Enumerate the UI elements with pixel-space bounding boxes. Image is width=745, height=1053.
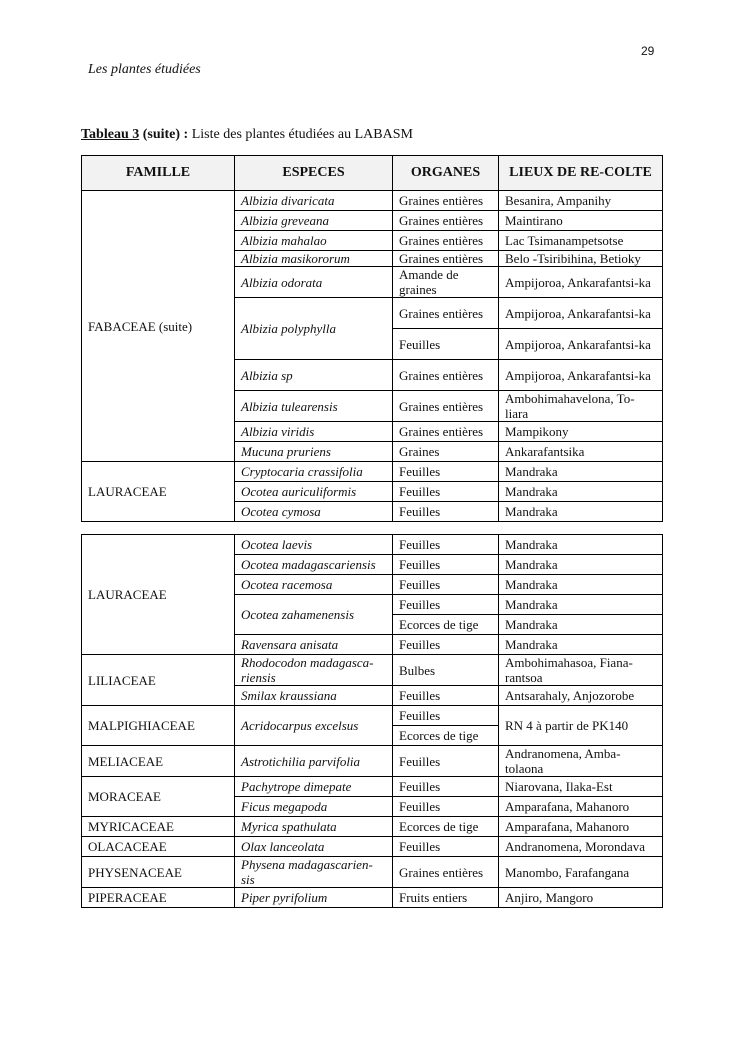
species-cell: Albizia odorata bbox=[235, 267, 393, 298]
table-row bbox=[82, 777, 663, 797]
table-row bbox=[82, 857, 663, 888]
place-cell: Ankarafantsika bbox=[499, 442, 663, 462]
species-cell: Ficus megapoda bbox=[235, 797, 393, 817]
col-header-lieux: LIEUX DE RE-COLTE bbox=[499, 156, 663, 191]
organ-cell: Feuilles bbox=[393, 746, 499, 777]
col-header-organes: ORGANES bbox=[393, 156, 499, 191]
plants-table-part-1 bbox=[81, 155, 663, 522]
organ-cell: Feuilles bbox=[393, 502, 499, 522]
place-cell: Ampijoroa, Ankarafantsi-ka bbox=[499, 360, 663, 391]
species-cell: Mucuna pruriens bbox=[235, 442, 393, 462]
species-cell: Piper pyrifolium bbox=[235, 888, 393, 908]
organ-cell: Graines entières bbox=[393, 298, 499, 329]
species-cell: Ocotea auriculiformis bbox=[235, 482, 393, 502]
species-cell: Ocotea cymosa bbox=[235, 502, 393, 522]
place-cell: Andranomena, Morondava bbox=[499, 837, 663, 857]
plants-table-part-2 bbox=[81, 534, 663, 908]
organ-cell: Feuilles bbox=[393, 535, 499, 555]
species-cell: Albizia masikororum bbox=[235, 251, 393, 267]
family-cell: LAURACEAE bbox=[82, 535, 235, 655]
family-cell: PIPERACEAE bbox=[82, 888, 235, 908]
organ-cell: Graines entières bbox=[393, 191, 499, 211]
species-cell: Olax lanceolata bbox=[235, 837, 393, 857]
place-cell: Mandraka bbox=[499, 575, 663, 595]
place-cell: Mandraka bbox=[499, 555, 663, 575]
place-cell: Ampijoroa, Ankarafantsi-ka bbox=[499, 298, 663, 329]
place-cell: Anjiro, Mangoro bbox=[499, 888, 663, 908]
species-cell: Ocotea laevis bbox=[235, 535, 393, 555]
species-cell: Pachytrope dimepate bbox=[235, 777, 393, 797]
family-cell: OLACACEAE bbox=[82, 837, 235, 857]
place-cell: RN 4 à partir de PK140 bbox=[499, 706, 663, 746]
page-number: 29 bbox=[641, 44, 655, 58]
table-row bbox=[82, 746, 663, 777]
place-cell: Andranomena, Amba-tolaona bbox=[499, 746, 663, 777]
place-cell: Besanira, Ampanihy bbox=[499, 191, 663, 211]
place-cell: Ambohimahavelona, To-liara bbox=[499, 391, 663, 422]
organ-cell: Feuilles bbox=[393, 482, 499, 502]
species-cell: Astrotichilia parvifolia bbox=[235, 746, 393, 777]
species-cell: Albizia tulearensis bbox=[235, 391, 393, 422]
organ-cell: Ecorces de tige bbox=[393, 817, 499, 837]
organ-cell: Feuilles bbox=[393, 797, 499, 817]
species-cell: Myrica spathulata bbox=[235, 817, 393, 837]
organ-cell: Feuilles bbox=[393, 595, 499, 615]
place-cell: Ampijoroa, Ankarafantsi-ka bbox=[499, 267, 663, 298]
col-header-famille: FAMILLE bbox=[82, 156, 235, 191]
species-cell: Albizia viridis bbox=[235, 422, 393, 442]
organ-cell: Feuilles bbox=[393, 837, 499, 857]
family-cell: PHYSENACEAE bbox=[82, 857, 235, 888]
place-cell: Ampijoroa, Ankarafantsi-ka bbox=[499, 329, 663, 360]
table-row bbox=[82, 837, 663, 857]
family-cell: MYRICACEAE bbox=[82, 817, 235, 837]
species-cell: Albizia sp bbox=[235, 360, 393, 391]
running-header: Les plantes étudiées bbox=[88, 62, 201, 77]
table-row bbox=[82, 655, 663, 686]
family-cell: FABACEAE (suite) bbox=[82, 191, 235, 462]
species-cell: Physena madagascarien-sis bbox=[235, 857, 393, 888]
organ-cell: Feuilles bbox=[393, 777, 499, 797]
place-cell: Mandraka bbox=[499, 462, 663, 482]
place-cell: Mandraka bbox=[499, 615, 663, 635]
species-cell: Albizia polyphylla bbox=[235, 298, 393, 360]
table-row bbox=[82, 888, 663, 908]
species-cell: Ocotea zahamenensis bbox=[235, 595, 393, 635]
place-cell: Maintirano bbox=[499, 211, 663, 231]
family-cell: MELIACEAE bbox=[82, 746, 235, 777]
caption-suite: (suite) : bbox=[139, 127, 189, 142]
place-cell: Antsarahaly, Anjozorobe bbox=[499, 686, 663, 706]
place-cell: Mandraka bbox=[499, 502, 663, 522]
organ-cell: Ecorces de tige bbox=[393, 726, 499, 746]
family-cell: MALPIGHIACEAE bbox=[82, 706, 235, 746]
table-row bbox=[82, 191, 663, 211]
organ-cell: Feuilles bbox=[393, 329, 499, 360]
species-cell: Ocotea racemosa bbox=[235, 575, 393, 595]
table-row bbox=[82, 535, 663, 555]
place-cell: Mandraka bbox=[499, 482, 663, 502]
species-cell: Acridocarpus excelsus bbox=[235, 706, 393, 746]
species-cell: Ocotea madagascariensis bbox=[235, 555, 393, 575]
species-cell: Rhodocodon madagasca-riensis bbox=[235, 655, 393, 686]
species-cell: Albizia divaricata bbox=[235, 191, 393, 211]
family-cell: LILIACEAE bbox=[82, 655, 235, 706]
organ-cell: Graines bbox=[393, 442, 499, 462]
place-cell: Lac Tsimanampetsotse bbox=[499, 231, 663, 251]
table-row bbox=[82, 706, 663, 726]
family-cell: MORACEAE bbox=[82, 777, 235, 817]
organ-cell: Feuilles bbox=[393, 575, 499, 595]
place-cell: Ambohimahasoa, Fiana-rantsoa bbox=[499, 655, 663, 686]
organ-cell: Graines entières bbox=[393, 422, 499, 442]
species-cell: Albizia mahalao bbox=[235, 231, 393, 251]
place-cell: Manombo, Farafangana bbox=[499, 857, 663, 888]
table-header-row bbox=[82, 156, 663, 191]
species-cell: Smilax kraussiana bbox=[235, 686, 393, 706]
organ-cell: Feuilles bbox=[393, 706, 499, 726]
organ-cell: Feuilles bbox=[393, 462, 499, 482]
place-cell: Belo -Tsiribihina, Betioky bbox=[499, 251, 663, 267]
species-cell: Ravensara anisata bbox=[235, 635, 393, 655]
species-cell: Albizia greveana bbox=[235, 211, 393, 231]
place-cell: Amparafana, Mahanoro bbox=[499, 817, 663, 837]
table-caption bbox=[81, 127, 413, 143]
organ-cell: Feuilles bbox=[393, 635, 499, 655]
organ-cell: Graines entières bbox=[393, 391, 499, 422]
species-cell: Cryptocaria crassifolia bbox=[235, 462, 393, 482]
place-cell: Amparafana, Mahanoro bbox=[499, 797, 663, 817]
organ-cell: Graines entières bbox=[393, 251, 499, 267]
table-row bbox=[82, 817, 663, 837]
place-cell: Mandraka bbox=[499, 535, 663, 555]
col-header-especes: ESPECES bbox=[235, 156, 393, 191]
organ-cell: Feuilles bbox=[393, 555, 499, 575]
place-cell: Niarovana, Ilaka-Est bbox=[499, 777, 663, 797]
place-cell: Mampikony bbox=[499, 422, 663, 442]
table-row bbox=[82, 462, 663, 482]
organ-cell: Amande de graines bbox=[393, 267, 499, 298]
organ-cell: Graines entières bbox=[393, 857, 499, 888]
caption-text: Liste des plantes étudiées au LABASM bbox=[188, 127, 413, 142]
organ-cell: Bulbes bbox=[393, 655, 499, 686]
family-cell: LAURACEAE bbox=[82, 462, 235, 522]
place-cell: Mandraka bbox=[499, 635, 663, 655]
organ-cell: Fruits entiers bbox=[393, 888, 499, 908]
organ-cell: Feuilles bbox=[393, 686, 499, 706]
place-cell: Mandraka bbox=[499, 595, 663, 615]
organ-cell: Graines entières bbox=[393, 360, 499, 391]
organ-cell: Graines entières bbox=[393, 231, 499, 251]
organ-cell: Graines entières bbox=[393, 211, 499, 231]
organ-cell: Ecorces de tige bbox=[393, 615, 499, 635]
caption-label: Tableau 3 bbox=[81, 127, 140, 142]
